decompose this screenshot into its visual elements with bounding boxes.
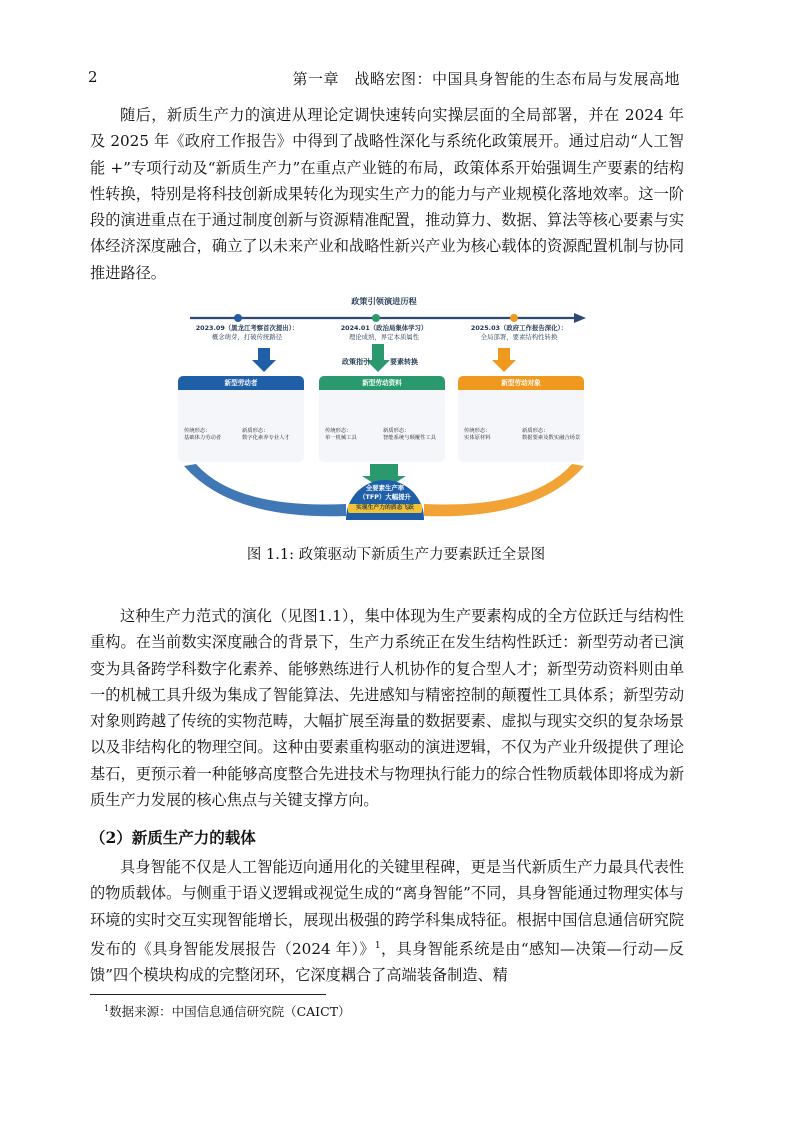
mid-label-convert: 要素转换 [390, 358, 418, 366]
factor-box-title: 新型劳动资料 [319, 376, 445, 390]
milestone-3 [454, 324, 584, 342]
traditional-desc: 实体原材料 [464, 435, 491, 441]
new-desc: 数据要素及数实融合场景 [522, 435, 581, 441]
new-label: 新质形态： [522, 428, 549, 434]
factor-box-tools [319, 376, 445, 462]
mid-label-policy: 政策指引 [342, 358, 370, 366]
factor-box-title: 新型劳动对象 [458, 376, 584, 390]
page-number: 2 [88, 68, 98, 86]
running-head: 第一章 战略宏图：中国具身智能的生态布局与发展高地 [292, 70, 680, 88]
footnote [104, 1002, 351, 1020]
traditional-desc: 单一机械工具 [325, 435, 357, 441]
new-desc: 数字化素养专业人才 [242, 435, 290, 441]
result-bar: 实现生产力的质态飞跃 [348, 504, 422, 513]
new-desc: 智能系统与颠覆性工具 [383, 435, 436, 441]
traditional-label: 传统形态： [325, 428, 352, 434]
new-form [242, 428, 304, 442]
traditional-form [184, 428, 246, 442]
traditional-label: 传统形态： [464, 428, 491, 434]
factor-box-title: 新型劳动者 [178, 376, 304, 390]
new-label: 新质形态： [383, 428, 410, 434]
traditional-form [325, 428, 387, 442]
result-line-2: （TFP）大幅提升 [359, 493, 411, 501]
traditional-form [464, 428, 526, 442]
milestone-date: 2024.01（政治局集体学习） [340, 324, 428, 332]
milestone-desc: 概念萌芽，打破传统路径 [211, 333, 283, 341]
tfp-result [346, 480, 424, 520]
new-label: 新质形态： [242, 428, 269, 434]
milestone-date: 2023.09（黑龙江考察首次提出）： [195, 324, 299, 332]
traditional-desc: 基础体力劳动者 [184, 435, 222, 441]
figure-1-1 [176, 294, 592, 526]
milestone-desc: 全局部署，要素结构性转换 [480, 333, 558, 341]
figure-title: 政策引领演进历程 [351, 296, 417, 306]
body-paragraph [90, 854, 684, 989]
footnote-mark: 1 [104, 1003, 110, 1013]
milestone-desc: 理论成熟，界定本质属性 [348, 333, 420, 341]
result-line-1: 全要素生产率 [365, 484, 405, 492]
body-paragraph: 随后，新质生产力的演进从理论定调快速转向实操层面的全局部署，并在 2024 年及 2025 年《政府工作报告》中得到了战略性深化与系统化政策展开。通过启动“人工智能 +”专项行动及“新质生产力”在重点产业链的布局，政策体系开始强调生产要素的结构性转换，特别是将科技创新成果转化为现实生产力的能力与产业规模化落地效率。这一阶段的演进重点在于通过制度创新与资源精准配置，推动算力、数据、算法等核心要素与实体经济深度融合，确立了以未来产业和战略性新兴产业为核心载体的资源配置机制与协同推进路径。 [90, 106, 684, 282]
factor-box-laborer [178, 376, 304, 462]
section-heading: （2）新质生产力的载体 [90, 828, 256, 847]
milestone-2 [319, 324, 449, 342]
traditional-label: 传统形态： [184, 428, 211, 434]
footnote-rule [90, 994, 326, 995]
milestone-date: 2025.03（政府工作报告深化）： [470, 324, 568, 332]
paragraph-text: 具身智能不仅是人工智能迈向通用化的关键里程碑，更是当代新质生产力最具代表性的物质载体。与侧重于语义逻辑或视觉生成的“离身智能”不同，具身智能通过物理实体与环境的实时交互实现智能增长，展现出极强的跨学科集成特征。根据中国信息通信研究院发布的《具身智能发展报告（2024 年）》 [90, 858, 684, 958]
footnote-reference[interactable]: 1 [374, 940, 381, 951]
factor-box-objects [458, 376, 584, 462]
new-form [522, 428, 584, 442]
figure-caption: 图 1.1: 政策驱动下新质生产力要素跃迁全景图 [246, 547, 546, 563]
milestone-1 [182, 324, 312, 342]
body-paragraph: 这种生产力范式的演化（见图1.1），集中体现为生产要素构成的全方位跃迁与结构性重构。在当前数实深度融合的背景下，生产力系统正在发生结构性跃迁：新型劳动者已演变为具备跨学科数字化素养、能够熟练进行人机协作的复合型人才；新型劳动资料则由单一的机械工具升级为集成了智能算法、先进感知与精密控制的颠覆性工具体系；新型劳动对象则跨越了传统的实物范畴，大幅扩展至海量的数据要素、虚拟与现实交织的复杂场景以及非结构化的物理空间。这种由要素重构驱动的演进逻辑，不仅为产业升级提供了理论基石，更预示着一种能够高度整合先进技术与物理执行能力的综合性物质载体即将成为新质生产力发展的核心焦点与关键支撑方向。 [90, 607, 684, 810]
new-form [383, 428, 445, 442]
footnote-text: 数据来源：中国信息通信研究院（CAICT） [109, 1004, 351, 1019]
paragraph-text: ，具身智能系统是由“感知—决策—行动—反馈”四个模块构成的完整闭环，它深度耦合了高端装备制造、精 [90, 939, 684, 985]
